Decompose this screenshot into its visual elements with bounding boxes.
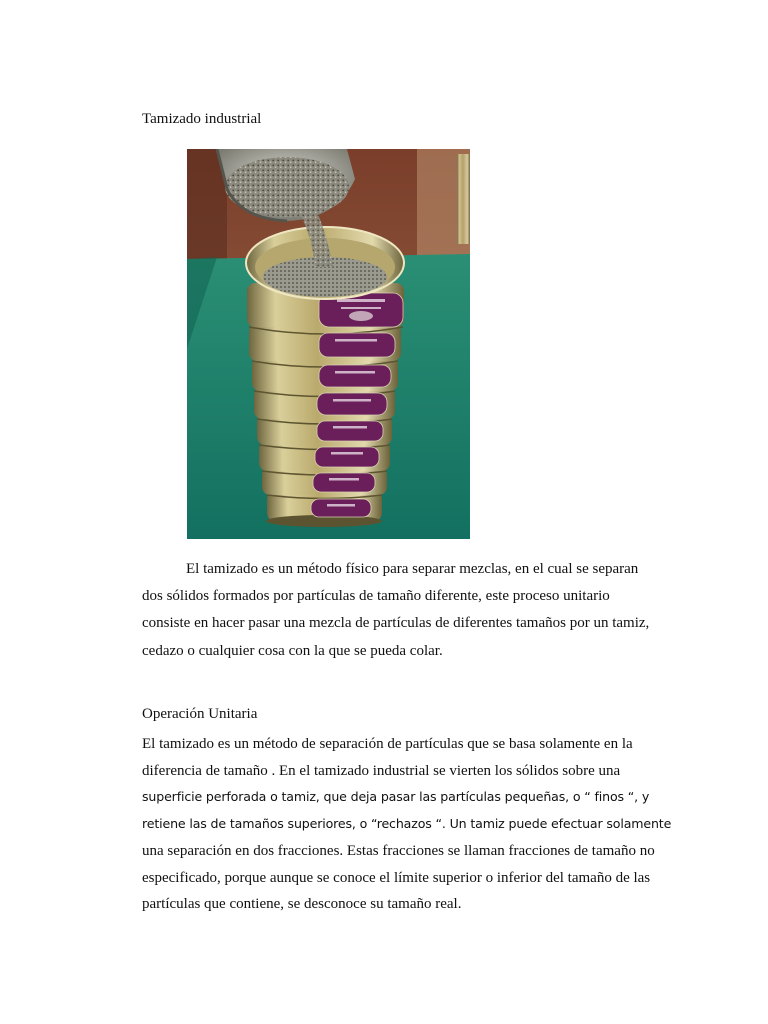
- paragraph-line: una separación en dos fracciones. Estas fracciones se llaman fracciones de tamaño no: [142, 842, 655, 859]
- intro-paragraph: [142, 556, 662, 665]
- paragraph-line: consiste en hacer pasar una mezcla de partículas de diferentes tamaños por un tamiz,: [142, 615, 650, 632]
- paragraph-line: cedazo o cualquier cosa con la que se pueda colar.: [142, 642, 443, 659]
- paragraph-line: superficie perforada o tamiz, que deja pasar las partículas pequeñas, o “ finos “, y: [142, 789, 650, 805]
- paragraph-line: diferencia de tamaño . En el tamizado industrial se vierten los sólidos sobre una: [142, 762, 621, 779]
- section-heading: Operación Unitaria: [142, 706, 258, 722]
- paragraph-line: dos sólidos formados por partículas de tamaño diferente, este proceso unitario: [142, 588, 610, 605]
- paragraph-line: El tamizado es un método físico para separar mezclas, en el cual se separan: [186, 561, 639, 577]
- paragraph-line: especificado, porque aunque se conoce el límite superior o inferior del tamaño de las: [142, 869, 651, 886]
- sieve-stack-photo: [187, 149, 470, 539]
- paragraph-line: partículas que contiene, se desconoce su tamaño real.: [142, 896, 462, 913]
- section-paragraph: [142, 731, 672, 918]
- paragraph-line: El tamizado es un método de separación de partículas que se basa solamente en la: [142, 736, 633, 752]
- document-title: Tamizado industrial: [142, 111, 262, 127]
- paragraph-line: retiene las de tamaños superiores, o “rechazos “. Un tamiz puede efectuar solamente: [142, 816, 672, 832]
